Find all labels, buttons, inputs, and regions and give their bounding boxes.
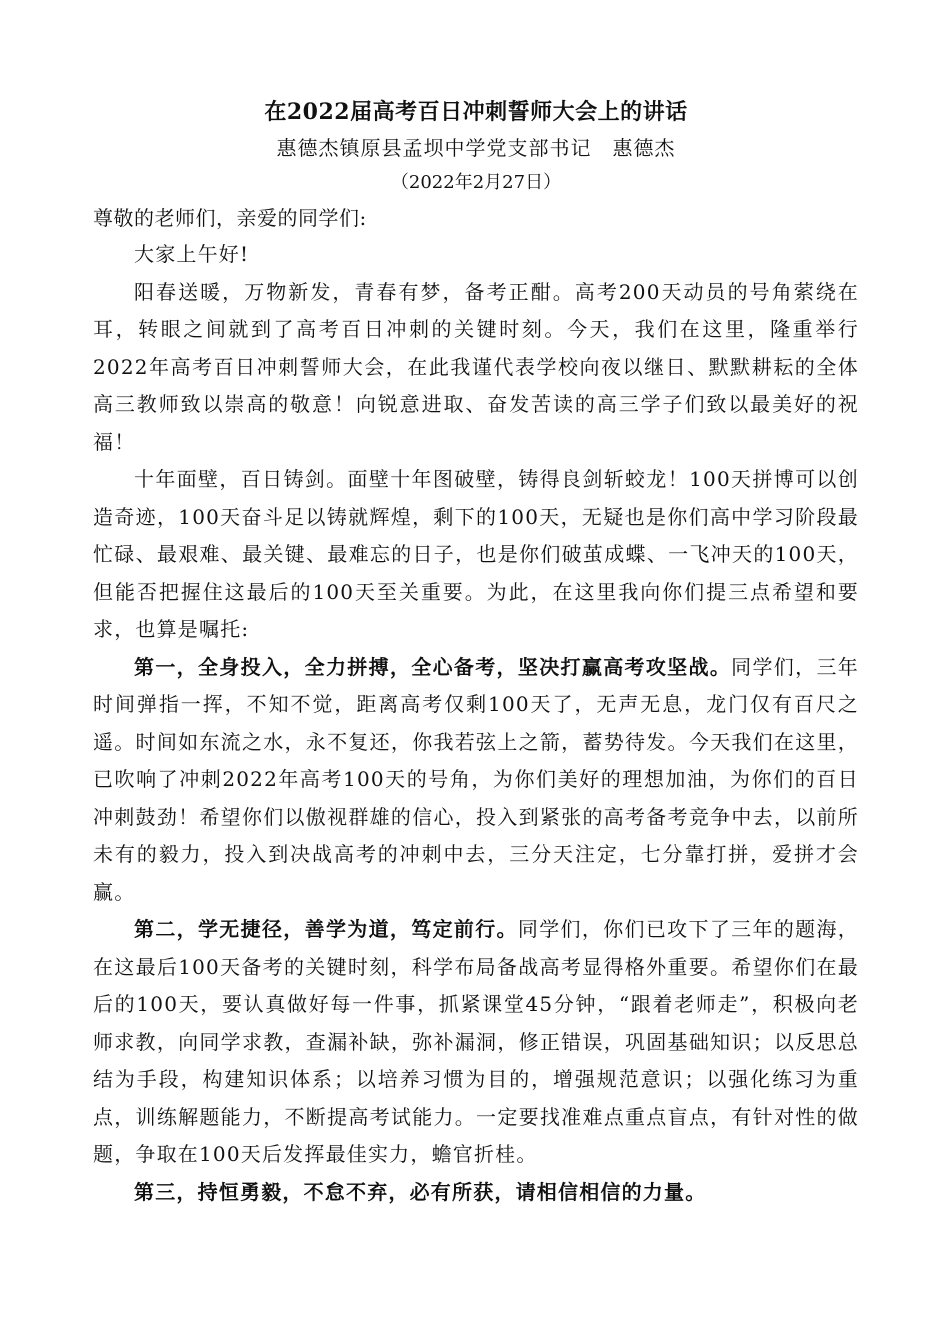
paragraph-point-two — [93, 911, 859, 1174]
point-heading: 第一，全身投入，全力拼搏，全心备考，坚决打赢高考攻坚战。 — [134, 654, 732, 679]
author-line: 惠德杰镇原县孟坝中学党支部书记 惠德杰 — [276, 136, 676, 160]
paragraph-point-three — [93, 1174, 859, 1212]
paragraph-ten-years — [93, 461, 859, 649]
greeting: 大家上午好! — [134, 242, 250, 266]
paragraph-text: 十年面壁，百日铸剑。面壁十年图破壁，铸得良剑斩蛟龙！100天拼博可以创造奇迹，100天奋斗足以铸就辉煌，剩下的100天，无疑也是你们高中学习阶段最忙碌、最艰难、最关键、最难忘的日子，也是你们破茧成蝶、一飞冲天的100天，但能否把握住这最后的100天至关重要。为此，在这里我向你们提三点希望和要求，也算是嘱托: — [93, 467, 859, 641]
speech-date: （2022年2月27日） — [390, 172, 562, 193]
document-title: 在2022届高考百日冲刺誓师大会上的讲话 — [264, 99, 688, 125]
paragraph-text: 同学们，三年时间弹指一挥，不知不觉，距离高考仅剩100天了，无声无息，龙门仅有百尺之遥。时间如东流之水，永不复还，你我若弦上之箭，蓄势待发。今天我们在这里，已吹响了冲刺2022年高考100天的号角，为你们美好的理想加油，为你们的百日冲刺鼓劲！希望你们以傲视群雄的信心，投入到紧张的高考备考竞争中去，以前所未有的毅力，投入到决战高考的冲刺中去，三分天注定，七分靠打拼，爱拼才会赢。 — [93, 654, 859, 904]
document-page — [93, 94, 859, 1211]
paragraph-opening — [93, 274, 859, 462]
point-heading: 第二，学无捷径，善学为道，笃定前行。 — [134, 917, 518, 941]
paragraph-point-one — [93, 649, 859, 912]
point-heading: 第三，持恒勇毅，不怠不弃，必有所获，请相信相信的力量。 — [134, 1179, 707, 1204]
paragraph-text: 阳春送暖，万物新发，青春有梦，备考正酣。高考200天动员的号角萦绕在耳，转眼之间就到了高考百日冲刺的关键时刻。今天，我们在这里，隆重举行2022年高考百日冲刺誓师大会，在此我谨代表学校向夜以继日、默默耕耘的全体高三教师致以崇高的敬意！向锐意进取、奋发苦读的高三学子们致以最美好的祝福！ — [93, 279, 859, 454]
paragraph-text: 同学们，你们已攻下了三年的题海，在这最后100天备考的关键时刻，科学布局备战高考显得格外重要。希望你们在最后的100天，要认真做好每一件事，抓紧课堂45分钟，“跟着老师走”，积极向老师求教，向同学求教，查漏补缺，弥补漏洞，修正错误，巩固基础知识；以反思总结为手段，构建知识体系；以培养习惯为目的，增强规范意识；以强化练习为重点，训练解题能力，不断提高考试能力。一定要找准难点重点盲点，有针对性的做题，争取在100天后发挥最佳实力，蟾官折桂。 — [93, 917, 859, 1166]
salutation: 尊敬的老师们，亲爱的同学们: — [93, 206, 367, 230]
